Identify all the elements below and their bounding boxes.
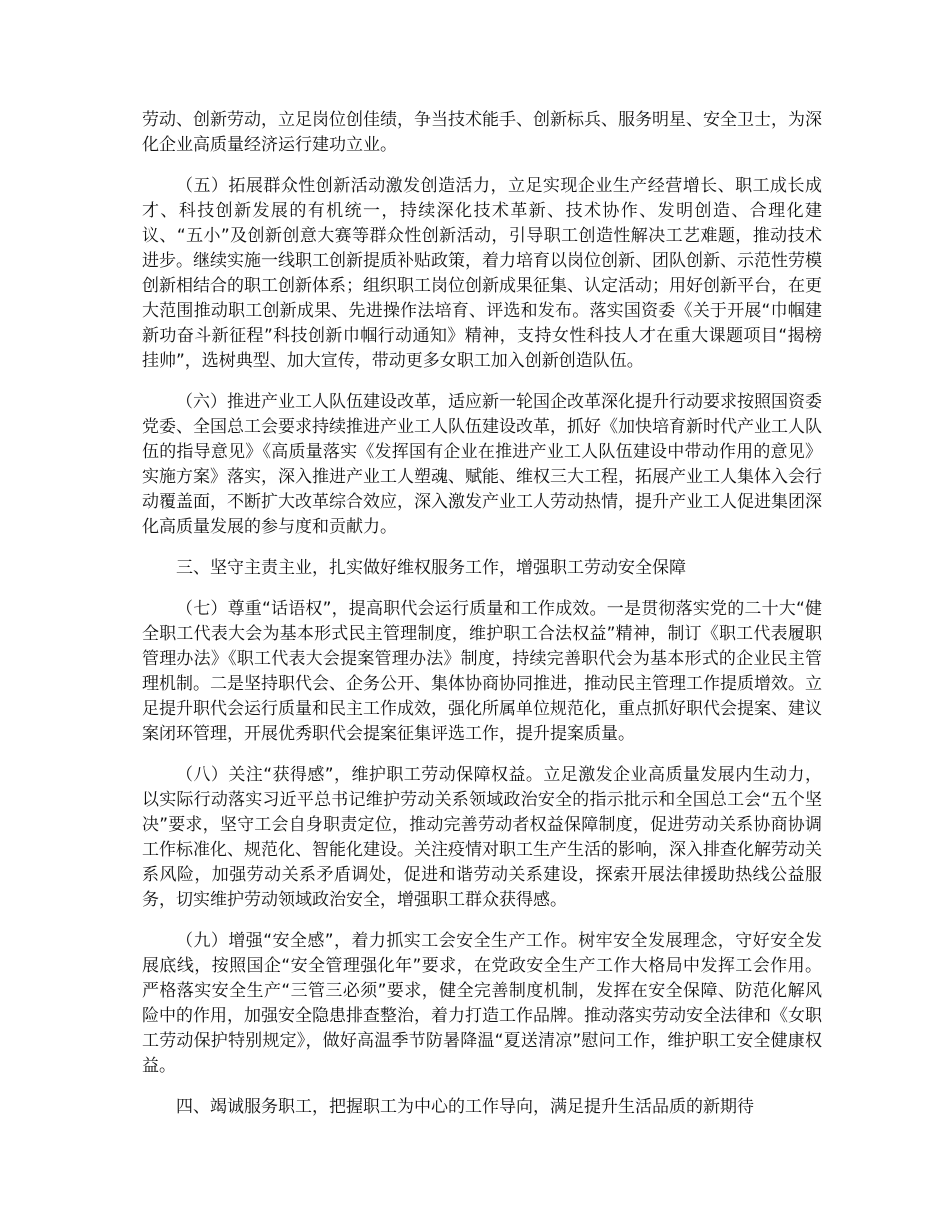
section-heading-4: 四、竭诚服务职工，把握职工为中心的工作导向，满足提升生活品质的新期待 [176, 1097, 754, 1117]
section-heading-3: 三、坚守主责主业，扎实做好维权服务工作，增强职工劳动安全保障 [176, 558, 686, 578]
paragraph-item-9: （九）增强“安全感”，着力抓实工会安全生产工作。树牢安全发展理念，守好安全发展底线，按照国企“安全管理强化年”要求，在党政安全生产工作大格局中发挥工会作用。严格落实安全生产“三管三必须”要求，健全完善制度机制，发挥在安全保障、防范化解风险中的作用，加强安全隐患排查整治，着力打造工作品牌。推动落实劳动安全法律和《女职工劳动保护特别规定》，做好高温季节防暑降温“夏送清凉”慰问工作，维护职工安全健康权益。 [142, 931, 822, 1076]
paragraph-item-5: （五）拓展群众性创新活动激发创造活力，立足实现企业生产经营增长、职工成长成才、科技创新发展的有机统一，持续深化技术革新、技术协作、发明创造、合理化建议、“五小”及创新创意大赛等群众性创新活动，引导职工创造性解决工艺难题，推动技术进步。继续实施一线职工创新提质补贴政策，着力培育以岗位创新、团队创新、示范性劳模创新相结合的职工创新体系；组织职工岗位创新成果征集、认定活动；用好创新平台，在更大范围推动职工创新成果、先进操作法培育、评选和发布。落实国资委《关于开展“巾帼建新功奋斗新征程”科技创新巾帼行动通知》精神，支持女性科技人才在重大课题项目“揭榜挂帅”，选树典型、加大宣传，带动更多女职工加入创新创造队伍。 [142, 176, 822, 371]
document-page [142, 108, 822, 1136]
paragraph-item-8: （八）关注“获得感”，维护职工劳动保障权益。立足激发企业高质量发展内生动力，以实际行动落实习近平总书记维护劳动关系领域政治安全的指示批示和全国总工会“五个坚决”要求，坚守工会自身职责定位，推动完善劳动者权益保障制度，促进劳动关系协商协调工作标准化、规范化、智能化建设。关注疫情对职工生产生活的影响，深入排查化解劳动关系风险，加强劳动关系矛盾调处，促进和谐劳动关系建设，探索开展法律援助热线公益服务，切实维护劳动领域政治安全，增强职工群众获得感。 [142, 765, 822, 910]
paragraph-item-7: （七）尊重“话语权”，提高职代会运行质量和工作成效。一是贯彻落实党的二十大“健全职工代表大会为基本形式民主管理制度，维护职工合法权益”精神，制订《职工代表履职管理办法》《职工代表大会提案管理办法》制度，持续完善职代会为基本形式的企业民主管理机制。二是坚持职代会、企务公开、集体协商协同推进，推动民主管理工作提质增效。立足提升职代会运行质量和民主工作成效，强化所属单位规范化，重点抓好职代会提案、建议案闭环管理，开展优秀职代会提案征集评选工作，提升提案质量。 [142, 599, 822, 744]
paragraph-item-6: （六）推进产业工人队伍建设改革，适应新一轮国企改革深化提升行动要求按照国资委党委、全国总工会要求持续推进产业工人队伍建设改革，抓好《加快培育新时代产业工人队伍的指导意见》《高质量落实《发挥国有企业在推进产业工人队伍建设中带动作用的意见》实施方案》落实，深入推进产业工人塑魂、赋能、维权三大工程，拓展产业工人集体入会行动覆盖面，不断扩大改革综合效应，深入激发产业工人劳动热情，提升产业工人促进集团深化高质量发展的参与度和贡献力。 [142, 392, 822, 537]
paragraph-continuation: 劳动、创新劳动，立足岗位创佳绩，争当技术能手、创新标兵、服务明星、安全卫士，为深化企业高质量经济运行建功立业。 [142, 110, 822, 155]
